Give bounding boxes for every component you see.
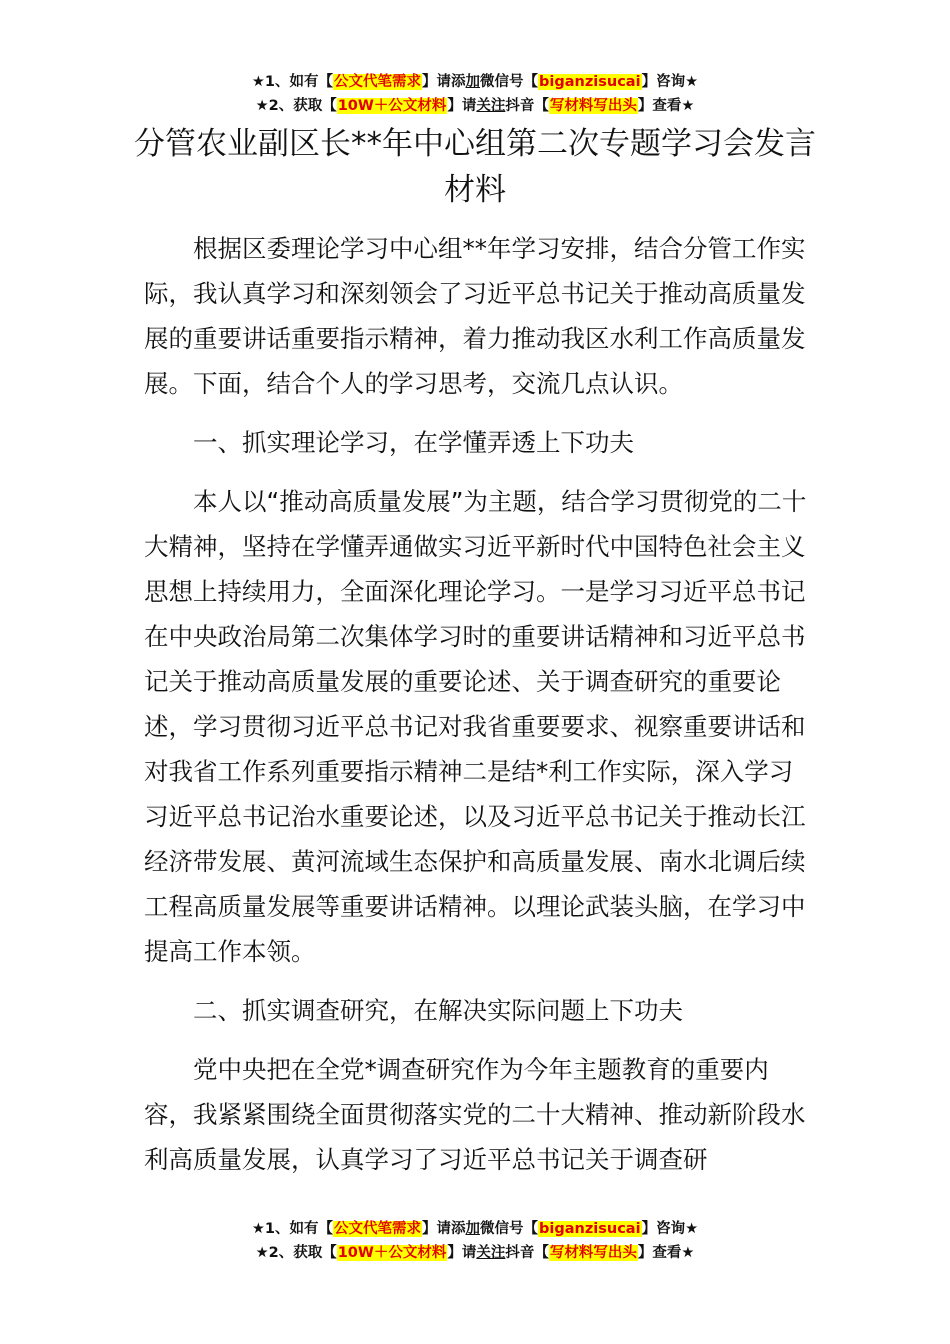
promo-text: ★1、如有【 <box>251 74 334 90</box>
promo-text: 】请 <box>447 98 477 114</box>
promo-text: ★2、获取【 <box>255 1245 337 1261</box>
promo-text: 抖音【 <box>505 98 549 114</box>
promo-text: ★1、如有【 <box>251 1221 334 1237</box>
promo-highlight: 10W＋公文材料 <box>337 1245 447 1261</box>
promo-underlined: 加 <box>465 74 481 90</box>
section-heading-2: 二、抓实调查研究，在解决实际问题上下功夫 <box>193 996 683 1025</box>
promo-text: 抖音【 <box>505 1245 549 1261</box>
promo-highlight: 10W＋公文材料 <box>337 98 447 114</box>
promo-text: ★2、获取【 <box>255 98 337 114</box>
promo-highlight: 公文代笔需求 <box>334 1221 422 1237</box>
promo-text: 】查看★ <box>637 1245 695 1261</box>
promo-line-1 <box>0 70 950 94</box>
promo-highlight: 写材料写出头 <box>549 98 637 114</box>
promo-text: 】咨询★ <box>641 74 699 90</box>
promo-underlined: 关注 <box>476 1245 506 1261</box>
promo-underlined: 加 <box>465 1221 481 1237</box>
promo-text: 】请 <box>447 1245 477 1261</box>
promo-highlight: 公文代笔需求 <box>334 74 422 90</box>
promo-line-2 <box>0 94 950 118</box>
document-body <box>144 226 812 1196</box>
promo-highlight: biganzisucai <box>539 1221 641 1237</box>
section-heading-1: 一、抓实理论学习，在学懂弄透上下功夫 <box>193 428 634 457</box>
promo-banner-top <box>0 70 950 118</box>
promo-text: 】咨询★ <box>641 1221 699 1237</box>
promo-line-1 <box>0 1217 950 1241</box>
promo-underlined: 关注 <box>476 98 506 114</box>
promo-line-2 <box>0 1241 950 1265</box>
paragraph-intro: 根据区委理论学习中心组**年学习安排，结合分管工作实际，我认真学习和深刻领会了习近平总书记关于推动高质量发展的重要讲话重要指示精神，着力推动我区水利工作高质量发展。下面，结合个人的学习思考，交流几点认识。 <box>144 234 806 398</box>
promo-text: 】查看★ <box>637 98 695 114</box>
promo-text: 微信号【 <box>480 1221 539 1237</box>
document-title: 分管农业副区长**年中心组第二次专题学习会发言材料 <box>134 126 816 208</box>
promo-highlight: 写材料写出头 <box>549 1245 637 1261</box>
promo-banner-bottom <box>0 1217 950 1265</box>
promo-highlight: biganzisucai <box>539 74 641 90</box>
promo-text: 】请添 <box>422 74 466 90</box>
promo-text: 】请添 <box>422 1221 466 1237</box>
paragraph-section-2: 党中央把在全党*调查研究作为今年主题教育的重要内容，我紧紧围绕全面贯彻落实党的二十大精神、推动新阶段水利高质量发展，认真学习了习近平总书记关于调查研 <box>144 1055 806 1174</box>
promo-text: 微信号【 <box>480 74 539 90</box>
paragraph-section-1: 本人以“推动高质量发展”为主题，结合学习贯彻党的二十大精神，坚持在学懂弄通做实习近平新时代中国特色社会主义思想上持续用力，全面深化理论学习。一是学习习近平总书记在中央政治局第二次集体学习时的重要讲话精神和习近平总书记关于推动高质量发展的重要论述、关于调查研究的重要论述，学习贯彻习近平总书记对我省重要要求、视察重要讲话和对我省工作系列重要指示精神二是结*利工作实际，深入学习习近平总书记治水重要论述，以及习近平总书记关于推动长江经济带发展、黄河流域生态保护和高质量发展、南水北调后续工程高质量发展等重要讲话精神。以理论武装头脑，在学习中提高工作本领。 <box>144 487 807 966</box>
